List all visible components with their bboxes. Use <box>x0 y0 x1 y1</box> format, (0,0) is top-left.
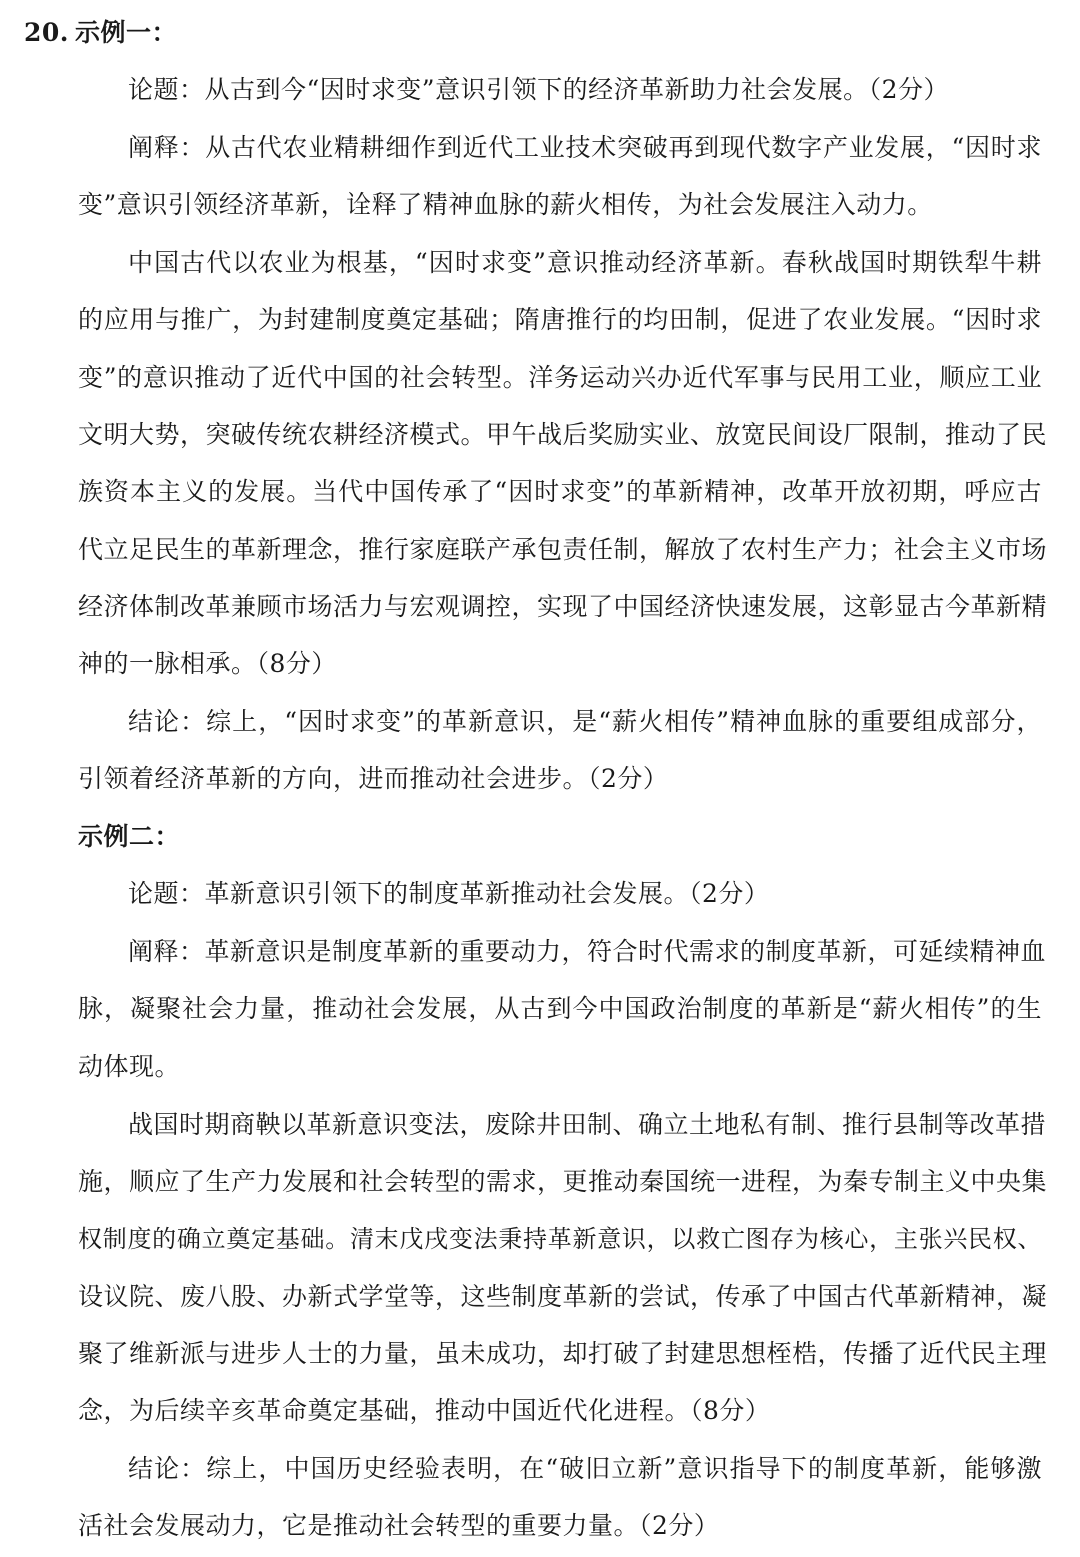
example1-body-line: 族资本主义的发展。当代中国传承了“因时求变”的革新精神，改革开放初期，呼应古 <box>78 477 1042 506</box>
question-number: 20. <box>24 18 69 47</box>
example2-conclusion-line: 活社会发展动力，它是推动社会转型的重要力量。（2分） <box>78 1511 720 1540</box>
example2-body-line: 权制度的确立奠定基础。清末戊戌变法秉持革新意识，以救亡图存为核心，主张兴民权、 <box>78 1225 1042 1253</box>
example2-explain-line: 阐释：革新意识是制度革新的重要动力，符合时代需求的制度革新，可延续精神血 <box>128 937 1047 966</box>
example2-body-line: 战国时期商鞅以革新意识变法，废除井田制、确立土地私有制、推行县制等改革措 <box>128 1110 1047 1139</box>
example1-conclusion-line: 结论：综上，“因时求变”的革新意识，是“薪火相传”精神血脉的重要组成部分， <box>128 707 1042 736</box>
example1-body-line: 代立足民生的革新理念，推行家庭联产承包责任制，解放了农村生产力；社会主义市场 <box>78 535 1048 564</box>
example1-explain-line: 变”意识引领经济革新，诠释了精神血脉的薪火相传，为社会发展注入动力。 <box>78 190 933 219</box>
example2-explain-line: 脉，凝聚社会力量，推动社会发展，从古到今中国政治制度的革新是“薪火相传”的生 <box>78 994 1042 1023</box>
example1-body-line: 变”的意识推动了近代中国的社会转型。洋务运动兴办近代军事与民用工业，顺应工业 <box>78 363 1042 392</box>
example1-thesis: 论题：从古到今“因时求变”意识引领下的经济革新助力社会发展。（2分） <box>128 75 949 104</box>
example1-body-line: 文明大势，突破传统农耕经济模式。甲午战后奖励实业、放宽民间设厂限制，推动了民 <box>78 420 1048 449</box>
example2-thesis: 论题：革新意识引领下的制度革新推动社会发展。（2分） <box>128 879 770 908</box>
example1-conclusion-line: 引领着经济革新的方向，进而推动社会进步。（2分） <box>78 764 669 793</box>
example2-body-line: 设议院、废八股、办新式学堂等，这些制度革新的尝试，传承了中国古代革新精神，凝 <box>78 1282 1048 1311</box>
example2-conclusion-line: 结论：综上，中国历史经验表明，在“破旧立新”意识指导下的制度革新，能够激 <box>128 1454 1042 1483</box>
example1-body-line: 中国古代以农业为根基，“因时求变”意识推动经济革新。春秋战国时期铁犁牛耕 <box>128 248 1042 277</box>
question-heading <box>24 18 177 48</box>
example2-title: 示例二： <box>78 822 181 851</box>
example1-body-line: 的应用与推广，为封建制度奠定基础；隋唐推行的均田制，促进了农业发展。“因时求 <box>78 305 1042 334</box>
example1-title: 示例一： <box>75 18 178 47</box>
example1-explain-line: 阐释：从古代农业精耕细作到近代工业技术突破再到现代数字产业发展，“因时求 <box>128 133 1042 162</box>
example2-body-line: 聚了维新派与进步人士的力量，虽未成功，却打破了封建思想桎梏，传播了近代民主理 <box>78 1339 1048 1368</box>
example2-explain-line: 动体现。 <box>78 1052 181 1081</box>
example2-body-line: 施，顺应了生产力发展和社会转型的需求，更推动秦国统一进程，为秦专制主义中央集 <box>78 1167 1048 1196</box>
example1-body-line: 经济体制改革兼顾市场活力与宏观调控，实现了中国经济快速发展，这彰显古今革新精 <box>78 592 1048 621</box>
example2-body-line: 念，为后续辛亥革命奠定基础，推动中国近代化进程。（8分） <box>78 1396 771 1425</box>
example1-body-line: 神的一脉相承。（8分） <box>78 649 337 678</box>
